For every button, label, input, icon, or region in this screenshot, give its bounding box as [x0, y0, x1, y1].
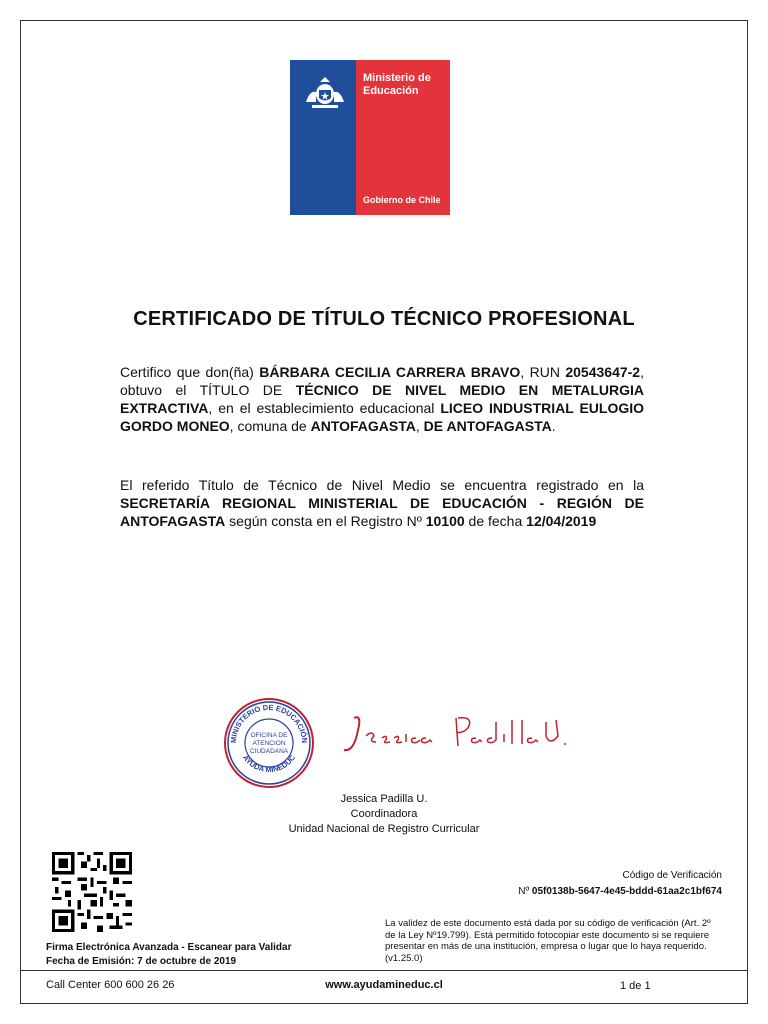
- qr-code[interactable]: [52, 852, 132, 932]
- verification-code[interactable]: 05f0138b-5647-4e45-bddd-61aa2c1bf674: [531, 886, 722, 897]
- text-segment: de fecha: [464, 513, 527, 529]
- text-segment: ,: [415, 418, 424, 434]
- validity-note: La validez de este documento está dada por su código de verificación (Art. 2º de la Ley Nº19.799). Está permitido fotocopiar este documento si se requiere presentar en más de una institución, empresa o lugar que lo haya requerido. (v1.25.0): [385, 918, 711, 964]
- stamp-ring-bottom-text: AYUDA MINEDUC: [240, 753, 298, 775]
- verification-code-line: [518, 886, 722, 897]
- svg-text:AYUDA MINEDUC: [241, 753, 298, 774]
- signer-name: Jessica Padilla U.: [340, 793, 428, 805]
- page-number: 1 de 1: [620, 980, 651, 992]
- text-segment: , en el establecimiento educacional: [208, 400, 441, 416]
- issue-date: Fecha de Emisión: 7 de octubre de 2019: [46, 956, 237, 967]
- website-link[interactable]: www.ayudamineduc.cl: [325, 979, 443, 991]
- school-name: LICEO INDUSTRIAL EULOGIO GORDO MONEO: [120, 400, 645, 434]
- registry-date: 12/04/2019: [526, 513, 597, 529]
- commune-name: ANTOFAGASTA: [310, 418, 416, 434]
- verification-label: Código de Verificación: [622, 870, 722, 881]
- student-name: BÁRBARA CECILIA CARRERA BRAVO: [259, 364, 521, 380]
- handwritten-signature: [336, 700, 576, 770]
- certificate-title: CERTIFICADO DE TÍTULO TÉCNICO PROFESIONAL: [133, 308, 635, 330]
- student-run: 20543647-2: [565, 364, 641, 380]
- text-segment: según consta en el Registro Nº: [225, 513, 426, 529]
- text-segment: .: [551, 418, 556, 434]
- certification-paragraph: [120, 363, 644, 435]
- registry-paragraph: [120, 476, 644, 530]
- text-segment: El referido Título de Técnico de Nivel Medio se encuentra registrado en la: [120, 477, 644, 493]
- ministry-logo: [290, 60, 450, 215]
- office-stamp: [222, 696, 316, 790]
- signer-unit: Unidad Nacional de Registro Curricular: [288, 823, 480, 835]
- logo-ministry-line2: Educación: [363, 85, 419, 97]
- stamp-center-line3: CIUDADANA: [249, 748, 289, 755]
- registry-number: 10100: [425, 513, 465, 529]
- stamp-center-line1: OFICINA DE: [250, 732, 288, 739]
- logo-ministry-line1: Ministerio de: [363, 72, 431, 84]
- electronic-signature-label: Firma Electrónica Avanzada - Escanear para Validar: [46, 942, 292, 953]
- stamp-ring-text: MINISTERIO DE EDUCACIÓN: [228, 702, 310, 744]
- logo-ministry-text: [363, 72, 431, 98]
- text-segment: , RUN: [520, 364, 566, 380]
- text-segment: Certifico que don(ña): [120, 364, 260, 380]
- degree-title: TÉCNICO DE NIVEL MEDIO EN METALURGIA EXTRACTIVA: [120, 382, 644, 416]
- signer-block: [0, 792, 768, 837]
- registry-office: SECRETARÍA REGIONAL MINISTERIAL DE EDUCACIÓN - REGIÓN DE ANTOFAGASTA: [120, 495, 644, 529]
- logo-government-text: Gobierno de Chile: [363, 195, 441, 205]
- call-center: Call Center 600 600 26 26: [46, 979, 175, 991]
- electronic-signature-info: [46, 941, 291, 969]
- region-name: DE ANTOFAGASTA: [423, 418, 552, 434]
- website-wrap: [0, 979, 768, 991]
- footer-divider: [20, 970, 748, 971]
- stamp-center-line2: ATENCION: [252, 740, 286, 747]
- coat-of-arms-icon: [300, 68, 350, 118]
- text-segment: , comuna de: [229, 418, 311, 434]
- verification-prefix: Nº: [518, 886, 530, 897]
- text-segment: , obtuvo el TÍTULO DE: [120, 364, 644, 398]
- signer-role: Coordinadora: [350, 808, 418, 820]
